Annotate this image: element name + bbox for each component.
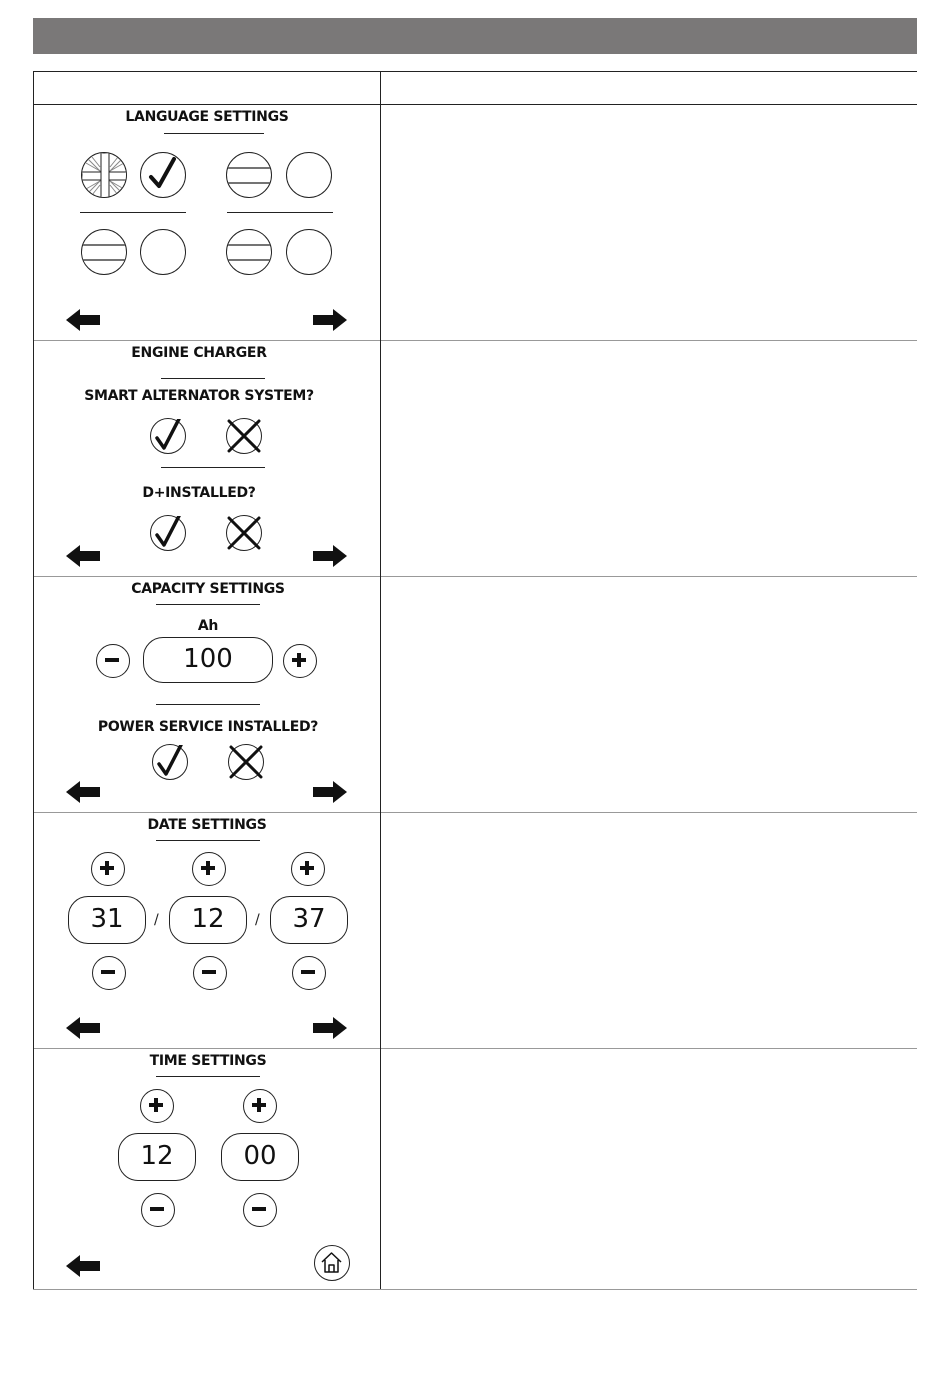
language-settings-screen	[33, 105, 381, 340]
hour-plus-button[interactable]	[140, 1089, 174, 1123]
language-select-circle[interactable]	[140, 229, 186, 275]
no-button[interactable]	[226, 515, 262, 551]
month-value[interactable]: 12	[169, 896, 247, 944]
capacity-settings-title: CAPACITY SETTINGS	[131, 581, 285, 597]
language-select-circle[interactable]	[286, 229, 332, 275]
minute-value[interactable]: 00	[221, 1133, 299, 1181]
arrow-right-icon[interactable]	[313, 309, 347, 331]
table-header-row	[33, 72, 917, 105]
flag-icon[interactable]	[226, 152, 272, 198]
arrow-left-icon[interactable]	[66, 1017, 100, 1039]
minute-minus-button[interactable]	[243, 1193, 277, 1227]
flag-icon[interactable]	[81, 229, 127, 275]
minus-icon	[244, 1194, 274, 1224]
check-icon	[151, 516, 185, 550]
check-icon	[151, 419, 185, 453]
engine-charger-screen	[33, 340, 381, 576]
capacity-value[interactable]: 100	[143, 637, 273, 683]
arrow-left-icon[interactable]	[66, 545, 100, 567]
language-settings-row	[33, 105, 917, 341]
capacity-plus-button[interactable]	[283, 644, 317, 678]
hour-value[interactable]: 12	[118, 1133, 196, 1181]
home-button[interactable]	[314, 1245, 350, 1281]
plus-icon	[292, 853, 322, 883]
arrow-right-icon[interactable]	[313, 1017, 347, 1039]
time-settings-title: TIME SETTINGS	[149, 1053, 267, 1069]
check-icon	[153, 745, 187, 779]
cross-icon	[227, 516, 261, 550]
arrow-right-icon[interactable]	[313, 545, 347, 567]
no-button[interactable]	[226, 418, 262, 454]
capacity-minus-button[interactable]	[96, 644, 130, 678]
plus-icon	[193, 853, 223, 883]
engine-charger-title: ENGINE CHARGER	[131, 345, 267, 361]
plus-icon	[92, 853, 122, 883]
settings-table	[33, 71, 917, 1290]
date-separator: /	[154, 912, 159, 928]
header-bar	[33, 18, 917, 54]
minus-icon	[93, 957, 123, 987]
year-minus-button[interactable]	[292, 956, 326, 990]
flag-icon[interactable]	[226, 229, 272, 275]
date-settings-row	[33, 812, 917, 1049]
time-settings-row	[33, 1048, 917, 1290]
year-plus-button[interactable]	[291, 852, 325, 886]
plus-icon	[244, 1090, 274, 1120]
day-value[interactable]: 31	[68, 896, 146, 944]
cross-icon	[227, 419, 261, 453]
smart-alternator-question: SMART ALTERNATOR SYSTEM?	[84, 388, 314, 404]
arrow-left-icon[interactable]	[66, 781, 100, 803]
date-separator: /	[255, 912, 260, 928]
yes-button[interactable]	[150, 515, 186, 551]
language-selected-check[interactable]	[140, 152, 186, 198]
minus-icon	[142, 1194, 172, 1224]
arrow-left-icon[interactable]	[66, 309, 100, 331]
power-service-question: POWER SERVICE INSTALLED?	[97, 719, 319, 735]
yes-button[interactable]	[152, 744, 188, 780]
home-icon	[315, 1246, 348, 1279]
engine-charger-row	[33, 340, 917, 577]
minus-icon	[97, 645, 127, 675]
d-plus-question: D+INSTALLED?	[142, 485, 256, 501]
arrow-right-icon[interactable]	[313, 781, 347, 803]
time-settings-screen	[33, 1048, 381, 1289]
language-settings-title: LANGUAGE SETTINGS	[125, 109, 289, 125]
language-select-circle[interactable]	[286, 152, 332, 198]
yes-button[interactable]	[150, 418, 186, 454]
minute-plus-button[interactable]	[243, 1089, 277, 1123]
date-settings-screen	[33, 812, 381, 1048]
no-button[interactable]	[228, 744, 264, 780]
hour-minus-button[interactable]	[141, 1193, 175, 1227]
arrow-left-icon[interactable]	[66, 1255, 100, 1277]
capacity-unit: Ah	[197, 618, 219, 634]
check-icon	[141, 153, 185, 197]
uk-flag-icon[interactable]	[81, 152, 127, 198]
day-minus-button[interactable]	[92, 956, 126, 990]
capacity-settings-row	[33, 576, 917, 813]
plus-icon	[284, 645, 314, 675]
capacity-settings-screen	[33, 576, 381, 812]
minus-icon	[293, 957, 323, 987]
month-minus-button[interactable]	[193, 956, 227, 990]
date-settings-title: DATE SETTINGS	[147, 817, 267, 833]
cross-icon	[229, 745, 263, 779]
year-value[interactable]: 37	[270, 896, 348, 944]
day-plus-button[interactable]	[91, 852, 125, 886]
minus-icon	[194, 957, 224, 987]
plus-icon	[141, 1090, 171, 1120]
month-plus-button[interactable]	[192, 852, 226, 886]
